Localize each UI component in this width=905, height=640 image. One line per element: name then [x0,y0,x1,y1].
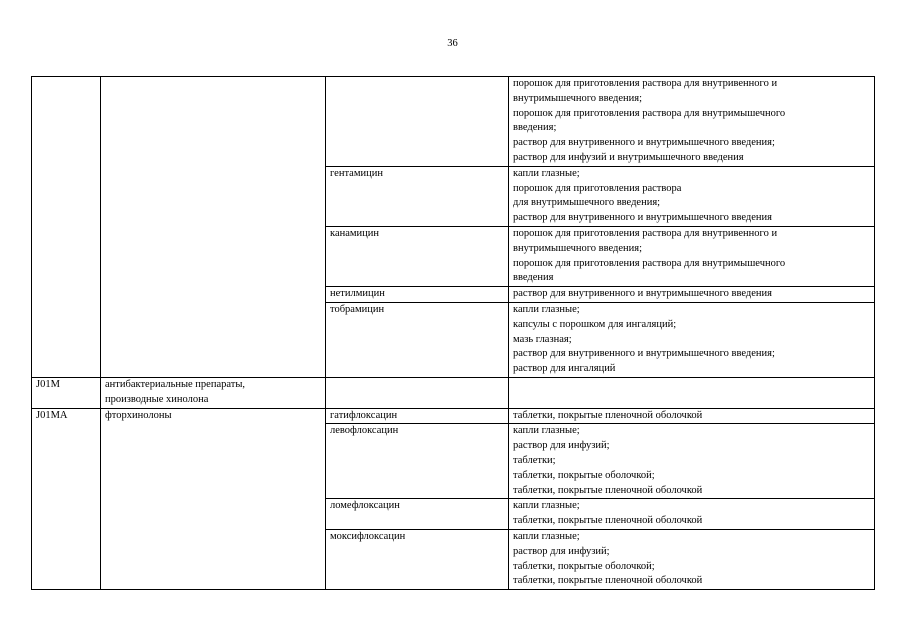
dosage-form-line: для внутримышечного введения; [513,197,661,209]
drug-name-cell: ломефлоксацин [326,499,509,530]
dosage-form-line: таблетки, покрытые оболочкой; [513,469,655,481]
dosage-form-line: внутримышечного введения; [513,242,643,254]
drug-name-cell: канамицин [326,226,509,286]
dosage-form-line: внутримышечного введения; [513,92,643,104]
dosage-forms-cell [509,287,875,303]
dosage-form-line: раствор для инфузий и внутримышечного введения [513,151,744,163]
dosage-form-line: таблетки, покрытые оболочкой; [513,560,655,572]
dosage-form-line: капли глазные; [513,500,580,512]
dosage-forms-cell [509,377,875,408]
dosage-form-line: таблетки, покрытые пленочной оболочкой [513,484,703,496]
table-row [32,77,875,167]
group-name-line: производные хинолона [105,393,209,405]
drug-name-cell [326,77,509,167]
dosage-form-line: порошок для приготовления раствора для внутривенного и [513,78,778,89]
group-name-cell [101,77,326,378]
dosage-form-line: введения; [513,122,557,134]
group-name-cell [101,377,326,408]
dosage-form-line: раствор для внутривенного и внутримышечного введения; [513,348,775,360]
dosage-form-line: раствор для ингаляций [513,363,616,375]
dosage-forms-cell [509,424,875,499]
dosage-form-line: раствор для инфузий; [513,440,610,452]
table-body [32,77,875,590]
dosage-forms-cell [509,226,875,286]
dosage-forms-cell [509,529,875,589]
atc-code-cell [32,77,101,378]
dosage-form-line: раствор для внутривенного и внутримышечного введения [513,212,772,224]
table-row [32,408,875,424]
dosage-forms-cell [509,77,875,167]
dosage-form-line: введения [513,272,554,284]
table-row [32,377,875,408]
drug-name-cell: нетилмицин [326,287,509,303]
dosage-form-line: таблетки, покрытые пленочной оболочкой [513,515,703,527]
dosage-form-line: таблетки, покрытые пленочной оболочкой [513,409,703,421]
dosage-form-line: порошок для приготовления раствора для внутримышечного [513,107,786,119]
dosage-form-line: порошок для приготовления раствора для внутримышечного [513,257,786,269]
drug-name-cell: гентамицин [326,166,509,226]
dosage-form-line: порошок для приготовления раствора [513,182,682,194]
drug-name-cell: моксифлоксацин [326,529,509,589]
dosage-form-line: капли глазные; [513,167,580,179]
group-name-cell [101,408,326,590]
dosage-forms-cell [509,499,875,530]
dosage-form-line: раствор для внутривенного и внутримышечного введения; [513,137,775,149]
drug-name-cell: левофлоксацин [326,424,509,499]
group-name-line: фторхинолоны [105,409,172,421]
drug-name-cell [326,377,509,408]
dosage-forms-cell [509,166,875,226]
group-name-line: антибактериальные препараты, [105,378,246,390]
drug-name-cell: тобрамицин [326,302,509,377]
dosage-form-line: мазь глазная; [513,333,572,345]
dosage-form-line: капли глазные; [513,303,580,315]
atc-code-cell: J01M [32,377,101,408]
dosage-form-line: капли глазные; [513,530,580,542]
drug-name-cell: гатифлоксацин [326,408,509,424]
dosage-form-line: капсулы с порошком для ингаляций; [513,318,677,330]
dosage-form-line: раствор для инфузий; [513,545,610,557]
dosage-forms-cell [509,408,875,424]
page-number: 36 [447,38,458,49]
dosage-form-line: раствор для внутривенного и внутримышечного введения [513,288,772,300]
dosage-form-line: капли глазные; [513,425,580,437]
dosage-forms-cell [509,302,875,377]
dosage-form-line: таблетки; [513,454,556,466]
atc-code-cell: J01MA [32,408,101,590]
dosage-form-line: таблетки, покрытые пленочной оболочкой [513,575,703,587]
drug-table [31,76,875,590]
dosage-form-line: порошок для приготовления раствора для внутривенного и [513,227,778,239]
dosage-form-line [513,378,871,393]
